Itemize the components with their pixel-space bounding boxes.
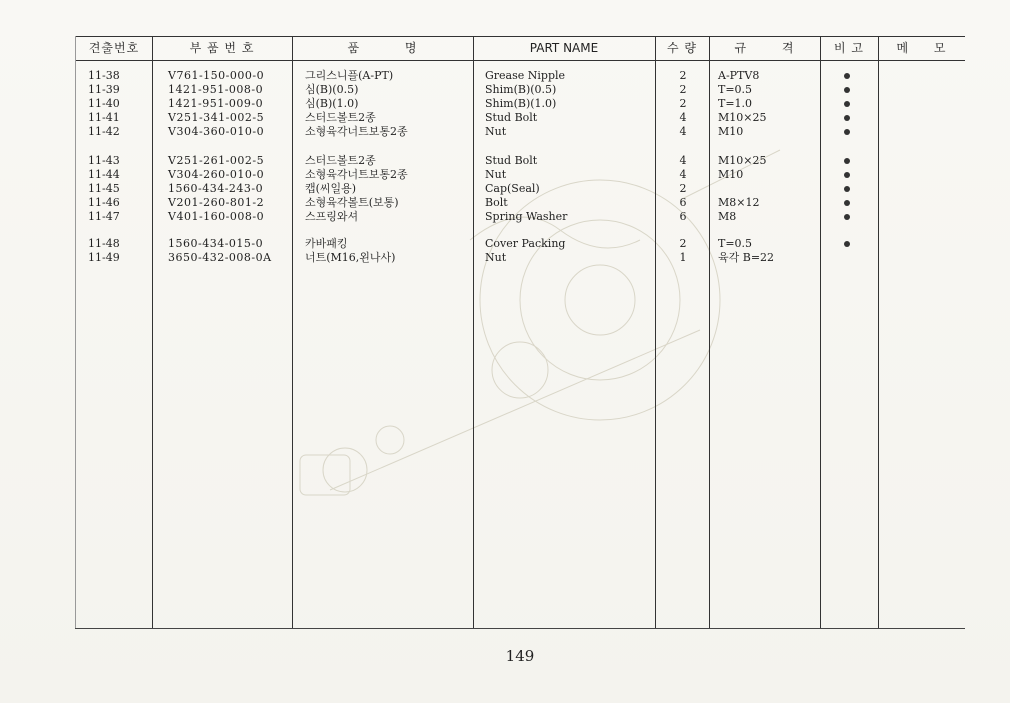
table-row [0, 182, 1010, 196]
index-number: 11-46 [88, 196, 120, 209]
part-number: 3650-432-008-0A [168, 251, 272, 264]
quantity: 4 [679, 154, 687, 167]
item-name-kr: 스터드볼트2종 [305, 154, 376, 167]
part-number: 1421-951-008-0 [168, 83, 264, 96]
part-name: Stud Bolt [485, 111, 538, 124]
table-row [0, 251, 1010, 265]
item-name-kr: 소형육각볼트(보통) [305, 196, 399, 209]
quantity: 4 [679, 111, 687, 124]
part-number: V251-261-002-5 [168, 154, 265, 167]
index-number: 11-42 [88, 125, 120, 138]
remark-dot [843, 168, 851, 182]
part-name: Nut [485, 168, 507, 181]
part-name: Bolt [485, 196, 508, 209]
quantity: 1 [679, 251, 687, 264]
header-item-name-kr: 품 명 [347, 41, 418, 55]
part-number: 1560-434-243-0 [168, 182, 264, 195]
item-name-kr: 심(B)(1.0) [305, 97, 359, 110]
spec: M10 [718, 125, 744, 138]
item-name-kr: 스프링와셔 [305, 210, 359, 223]
remark-dot [843, 237, 851, 251]
item-name-kr: 캡(씨일용) [305, 182, 357, 195]
table-row [0, 237, 1010, 251]
part-name: Shim(B)(0.5) [485, 83, 557, 96]
quantity: 4 [679, 125, 687, 138]
header-index-no: 견출번호 [88, 41, 140, 55]
remark-dot [843, 154, 851, 168]
item-name-kr: 소형육각너트보통2종 [305, 125, 408, 138]
remark-dot [843, 196, 851, 210]
table-row [0, 168, 1010, 182]
spec: M10×25 [718, 111, 767, 124]
index-number: 11-44 [88, 168, 120, 181]
spec: M10×25 [718, 154, 767, 167]
table-row [0, 196, 1010, 210]
header-quantity: 수 량 [667, 41, 697, 55]
table-row [0, 97, 1010, 111]
item-name-kr: 심(B)(0.5) [305, 83, 359, 96]
table-row [0, 125, 1010, 139]
part-name: Cap(Seal) [485, 182, 540, 195]
index-number: 11-48 [88, 237, 120, 250]
spec: 육각 B=22 [718, 251, 775, 264]
index-number: 11-39 [88, 83, 120, 96]
part-number: V251-341-002-5 [168, 111, 265, 124]
remark-dot [843, 83, 851, 97]
quantity: 2 [679, 182, 687, 195]
quantity: 2 [679, 83, 687, 96]
part-name: Shim(B)(1.0) [485, 97, 557, 110]
table-row [0, 69, 1010, 83]
part-number: V304-360-010-0 [168, 125, 265, 138]
header-part-number: 부 품 번 호 [189, 41, 255, 55]
part-name: Cover Packing [485, 237, 566, 250]
part-number: 1421-951-009-0 [168, 97, 264, 110]
part-name: Grease Nipple [485, 69, 566, 82]
index-number: 11-45 [88, 182, 120, 195]
header-part-name: PART NAME [529, 41, 599, 55]
index-number: 11-49 [88, 251, 120, 264]
part-number: V304-260-010-0 [168, 168, 265, 181]
item-name-kr: 소형육각너트보통2종 [305, 168, 408, 181]
quantity: 2 [679, 237, 687, 250]
table-row [0, 111, 1010, 125]
index-number: 11-43 [88, 154, 120, 167]
item-name-kr: 스터드볼트2종 [305, 111, 376, 124]
quantity: 6 [679, 196, 687, 209]
spec: T=0.5 [718, 237, 753, 250]
spec: A-PTV8 [718, 69, 760, 82]
quantity: 2 [679, 97, 687, 110]
table-row [0, 210, 1010, 224]
remark-dot [843, 97, 851, 111]
page-number: 149 [505, 647, 535, 665]
item-name-kr: 카바패킹 [305, 237, 348, 250]
spec: M8 [718, 210, 737, 223]
table-top-rule [75, 36, 965, 37]
part-number: V761-150-000-0 [168, 69, 265, 82]
item-name-kr: 그리스니플(A-PT) [305, 69, 394, 82]
spec: M10 [718, 168, 744, 181]
remark-dot [843, 182, 851, 196]
part-name: Nut [485, 125, 507, 138]
quantity: 6 [679, 210, 687, 223]
spec: T=1.0 [718, 97, 753, 110]
header-memo: 메 모 [896, 41, 947, 55]
table-header-rule [75, 60, 965, 61]
quantity: 2 [679, 69, 687, 82]
part-number: V401-160-008-0 [168, 210, 265, 223]
part-name: Nut [485, 251, 507, 264]
index-number: 11-40 [88, 97, 120, 110]
table-bottom-rule [75, 628, 965, 629]
table-row [0, 83, 1010, 97]
part-number: 1560-434-015-0 [168, 237, 264, 250]
spec: T=0.5 [718, 83, 753, 96]
part-name: Stud Bolt [485, 154, 538, 167]
spec: M8×12 [718, 196, 760, 209]
remark-dot [843, 210, 851, 224]
item-name-kr: 너트(M16,왼나사) [305, 251, 396, 264]
remark-dot [843, 69, 851, 83]
remark-dot [843, 125, 851, 139]
remark-dot [843, 111, 851, 125]
index-number: 11-47 [88, 210, 120, 223]
quantity: 4 [679, 168, 687, 181]
header-spec: 규 격 [734, 41, 795, 55]
table-row [0, 154, 1010, 168]
part-name: Spring Washer [485, 210, 568, 223]
index-number: 11-41 [88, 111, 120, 124]
index-number: 11-38 [88, 69, 120, 82]
part-number: V201-260-801-2 [168, 196, 265, 209]
header-remarks: 비 고 [834, 41, 864, 55]
